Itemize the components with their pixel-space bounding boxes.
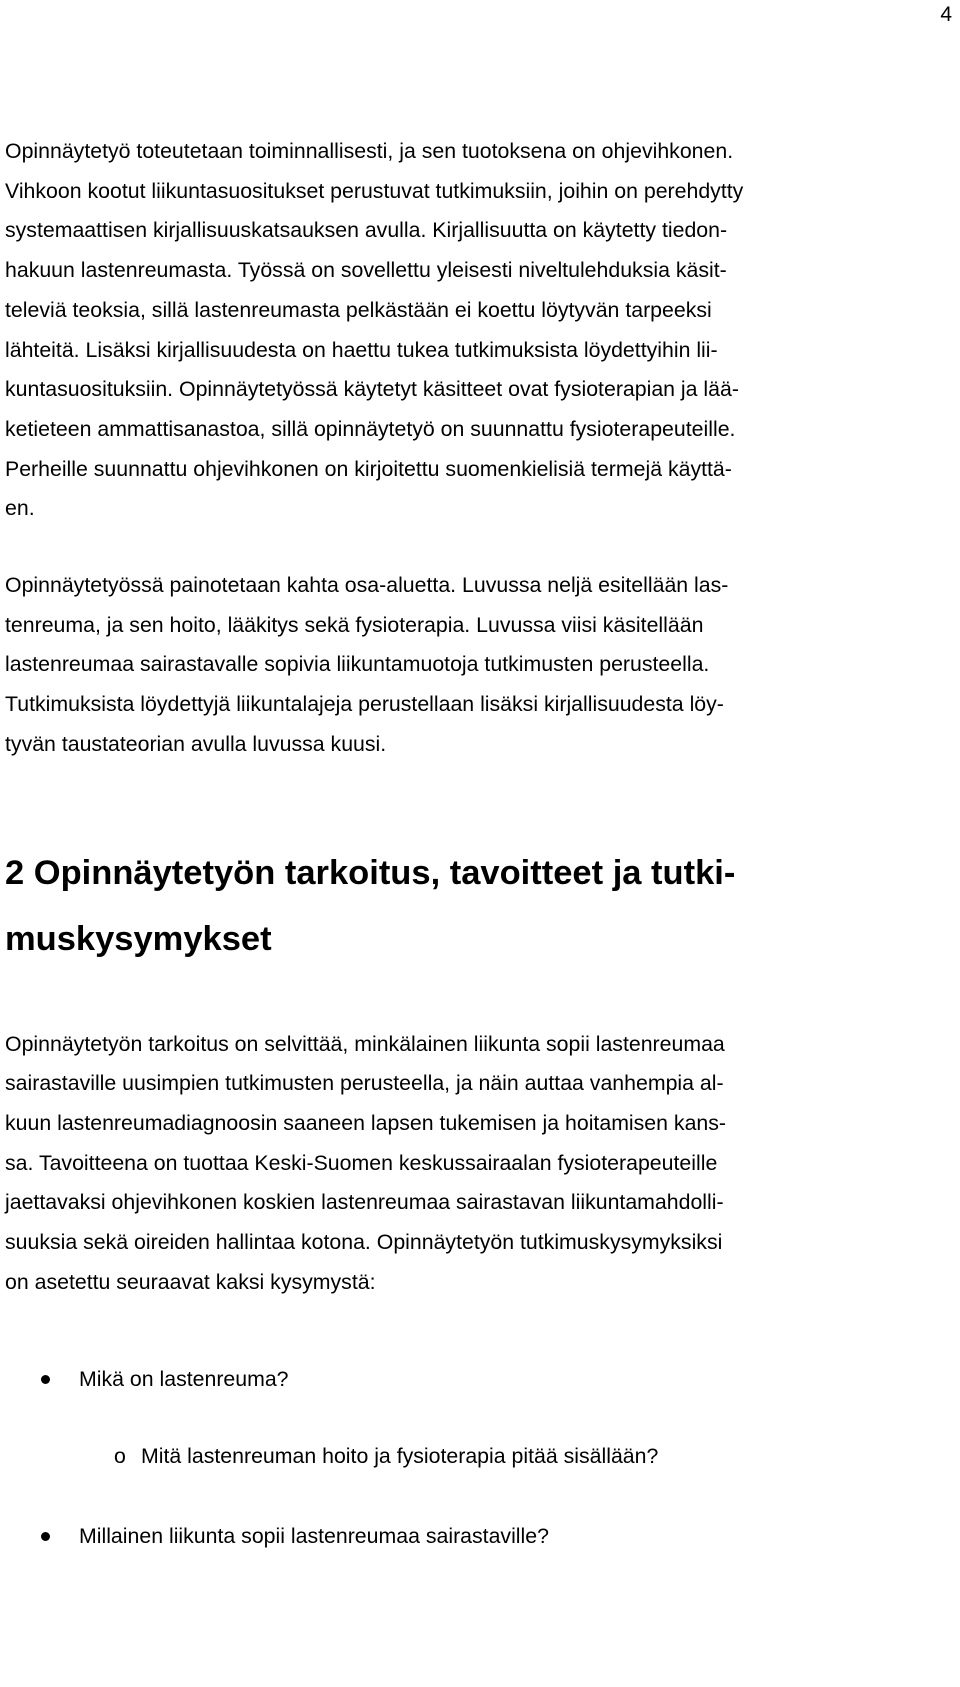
bullet-circle-icon: o — [114, 1444, 126, 1469]
purpose-paragraph: Opinnäytetyön tarkoitus on selvittää, minkälainen liikunta sopii lastenreumaa sairastaville uusimpien tutkimusten perusteella, ja näin auttaa vanhempia al- kuun lastenreumadiagnoosin saaneen lapsen tukemisen ja hoitamisen kans- sa. Tavoitteena on tuottaa Keski-Suomen keskussairaalan fysioterapeuteille jaettavaksi ohjevihkonen koskien lastenreumaa sairastavan liikuntamahdolli- suuksia sekä oireiden hallintaa kotona. Opinnäytetyön tutkimuskysymyksiksi on asetettu seuraavat kaksi kysymystä: — [5, 1031, 726, 1294]
question-1-text: Mikä on lastenreuma? — [79, 1367, 289, 1392]
bullet-disc-icon — [41, 1375, 50, 1384]
document-body — [5, 132, 955, 1551]
research-questions-list — [5, 1364, 955, 1551]
page-number: 4 — [940, 3, 952, 26]
intro-paragraph: Opinnäytetyö toteutetaan toiminnallisesti, ja sen tuotoksena on ohjevihkonen. Vihkoon kootut liikuntasuositukset perustuvat tutkimuksiin, joihin on perehdytty systemaattisen kirjallisuuskatsauksen avulla. Kirjallisuutta on käytetty tiedon- hakuun lastenreumasta. Työssä on sovellettu yleisesti niveltulehduksia käsit- televiä teoksia, sillä lastenreumasta pelkästään ei koettu löytyvän tarpeeksi lähteitä. Lisäksi kirjallisuudesta on haettu tukea tutkimuksista löydettyihin lii- kuntasuosituksiin. Opinnäytetyössä käytetyt käsitteet ovat fysioterapian ja lää- ketieteen ammattisanastoa, sillä opinnäytetyö on suunnattu fysioterapeuteille. Perheille suunnattu ohjevihkonen on kirjoitettu suomenkielisiä termejä käyttä- en. — [5, 139, 744, 521]
structure-paragraph: Opinnäytetyössä painotetaan kahta osa-aluetta. Luvussa neljä esitellään las- tenreuma, ja sen hoito, lääkitys sekä fysioterapia. Luvussa viisi käsitellään lastenreumaa sairastavalle sopivia liikuntamuotoja tutkimusten perusteella. Tutkimuksista löydettyjä liikuntalajeja perustellaan lisäksi kirjallisuudesta löy- tyvän taustateorian avulla luvussa kuusi. — [5, 573, 729, 756]
question-2-text: Millainen liikunta sopii lastenreumaa sairastaville? — [79, 1524, 549, 1549]
question-1-sub-text: Mitä lastenreuman hoito ja fysioterapia pitää sisällään? — [141, 1444, 659, 1469]
section-heading: 2 Opinnäytetyön tarkoitus, tavoitteet ja tutki- muskysymykset — [5, 853, 736, 958]
bullet-disc-icon — [41, 1532, 50, 1541]
list-item — [5, 1521, 955, 1551]
list-item — [5, 1364, 955, 1394]
list-item — [5, 1441, 955, 1471]
